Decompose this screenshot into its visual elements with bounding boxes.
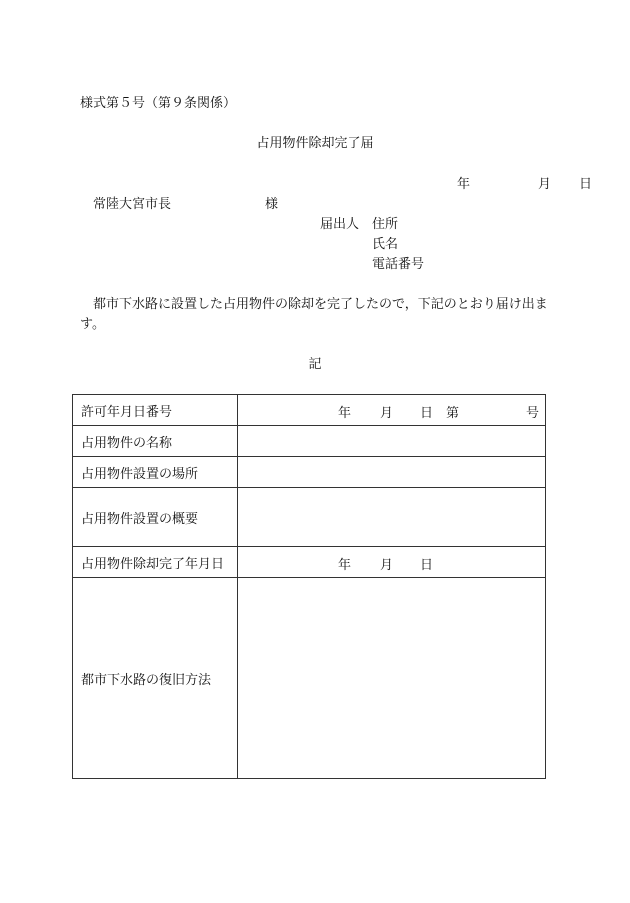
restoration-method-cell <box>238 578 546 779</box>
installation-place-label: 占用物件設置の場所 <box>73 457 238 488</box>
permit-date-number-label: 許可年月日番号 <box>73 395 238 426</box>
phone-label: 電話番号 <box>372 257 425 272</box>
address-label: 住所 <box>372 217 399 232</box>
permit-go: 号 <box>526 406 540 421</box>
date-day: 日 <box>579 177 593 192</box>
restoration-method-label: 都市下水路の復旧方法 <box>73 578 238 779</box>
notifier-label: 届出人 <box>320 217 360 232</box>
ki-heading: 記 <box>308 357 322 372</box>
date-line <box>457 177 592 193</box>
date-year: 年 <box>457 177 471 192</box>
table-row <box>73 547 546 578</box>
date-month: 月 <box>538 177 552 192</box>
document-title: 占用物件除却完了届 <box>256 136 374 151</box>
record-table <box>72 394 546 779</box>
form-number: 様式第５号（第９条関係） <box>80 96 237 111</box>
permit-month: 月 <box>380 406 394 421</box>
table-row <box>73 395 546 426</box>
table-row <box>73 426 546 457</box>
permit-dai: 第 <box>446 406 460 421</box>
table-row <box>73 578 546 779</box>
installation-overview-label: 占用物件設置の概要 <box>73 488 238 547</box>
installation-overview-cell <box>238 488 546 547</box>
permit-date-number-cell <box>238 395 546 426</box>
object-name-cell <box>238 426 546 457</box>
removal-completion-date-cell <box>238 547 546 578</box>
table-row <box>73 488 546 547</box>
removal-year: 年 <box>338 558 352 573</box>
permit-year: 年 <box>338 406 352 421</box>
permit-day: 日 <box>420 406 434 421</box>
removal-completion-date-label: 占用物件除却完了年月日 <box>73 547 238 578</box>
name-label: 氏名 <box>372 237 399 252</box>
object-name-label: 占用物件の名称 <box>73 426 238 457</box>
removal-month: 月 <box>380 558 394 573</box>
installation-place-cell <box>238 457 546 488</box>
addressee-name: 常陸大宮市長 <box>93 197 172 212</box>
table-row <box>73 457 546 488</box>
addressee-honorific: 様 <box>265 197 279 212</box>
body-text: 都市下水路に設置した占用物件の除却を完了したので，下記のとおり届け出ます。 <box>80 297 548 332</box>
removal-day: 日 <box>420 558 434 573</box>
